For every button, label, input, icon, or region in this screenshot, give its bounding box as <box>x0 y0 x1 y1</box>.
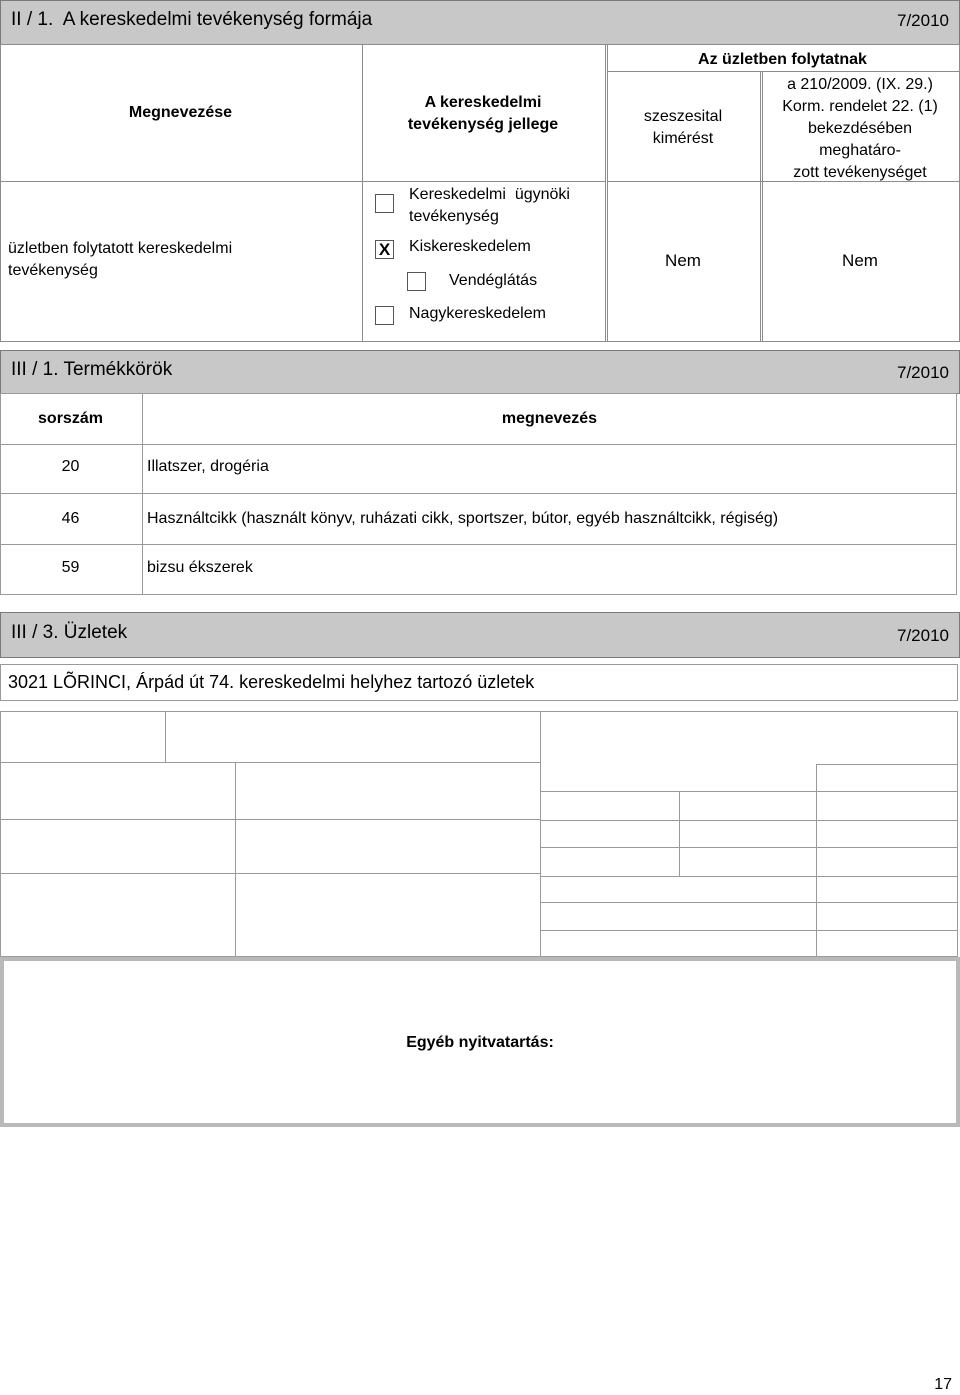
product-row-no: 20 <box>61 458 80 475</box>
divider <box>608 71 959 72</box>
col-type-header-line: A kereskedelmi <box>424 94 542 111</box>
divider <box>1 762 540 763</box>
divider <box>165 712 167 762</box>
section-products-header <box>0 350 960 394</box>
alcohol-header-line: kimérést <box>652 130 714 147</box>
decree-header-line: bekezdésében <box>807 120 913 137</box>
product-row-name: Használtcikk (használt könyv, ruházati cikk, sportszer, bútor, egyéb használtcikk, régiség) <box>147 510 779 527</box>
other-hours-label: Egyéb nyitvatartás: <box>406 1034 554 1051</box>
option-agent-label <box>409 184 570 228</box>
section-shops-header <box>0 612 960 658</box>
divider <box>1 873 540 874</box>
divider <box>605 45 608 341</box>
row-name <box>8 238 358 282</box>
alcohol-header-line: szeszesital <box>643 108 723 125</box>
option-catering-label: Vendéglátás <box>449 272 538 289</box>
decree-header-line: a 210/2009. (IX. 29.) <box>787 76 933 93</box>
checkbox-retail[interactable]: X <box>375 240 394 259</box>
divider <box>816 764 817 956</box>
alcohol-header <box>607 106 759 150</box>
section-products-title: III / 1. Termékkörök <box>11 359 173 380</box>
divider <box>1 493 956 494</box>
product-row-name: bizsu ékszerek <box>147 559 253 576</box>
divider <box>541 791 957 792</box>
section-shops-code: 7/2010 <box>897 626 949 645</box>
divider <box>540 712 541 956</box>
page-number: 17 <box>934 1376 952 1393</box>
col-no-header: sorszám <box>38 410 103 427</box>
divider <box>541 847 957 848</box>
col-type-header <box>362 92 604 136</box>
divider <box>362 45 363 341</box>
product-row-no: 59 <box>61 559 80 576</box>
option-wholesale-label: Nagykereskedelem <box>409 305 546 322</box>
product-row-name: Illatszer, drogéria <box>147 458 269 475</box>
decree-header-line: Korm. rendelet 22. (1) <box>782 98 938 115</box>
col-name-header: megnevezés <box>501 410 598 427</box>
row-name-line: üzletben folytatott kereskedelmi <box>8 240 233 257</box>
other-hours-box <box>0 957 960 1127</box>
col-type-header-line: tevékenység jellege <box>407 116 559 133</box>
product-row-no: 46 <box>61 510 80 527</box>
section-form-code: 7/2010 <box>897 11 949 30</box>
divider <box>816 764 957 765</box>
checkbox-agent[interactable] <box>375 194 394 213</box>
option-label-line: Kereskedelmi ügynöki <box>409 186 570 203</box>
in-store-header: Az üzletben folytatnak <box>698 51 867 68</box>
section-form-title: II / 1. A kereskedelmi tevékenység formája <box>11 9 373 30</box>
divider <box>541 902 957 903</box>
decree-header-line: zott tevékenységet <box>793 164 927 181</box>
divider <box>541 876 957 877</box>
checkbox-wholesale[interactable] <box>375 306 394 325</box>
col-name-header: Megnevezése <box>128 104 233 121</box>
option-label-line: tevékenység <box>409 208 499 225</box>
divider <box>541 820 957 821</box>
checkbox-catering[interactable] <box>407 272 426 291</box>
section-form-header <box>0 0 960 45</box>
section-shops-title: III / 3. Üzletek <box>11 622 128 643</box>
divider <box>1 819 540 820</box>
alcohol-value: Nem <box>665 251 701 270</box>
divider <box>1 181 605 182</box>
address-line: 3021 LÕRINCI, Árpád út 74. kereskedelmi helyhez tartozó üzletek <box>8 672 535 692</box>
divider <box>541 930 957 931</box>
decree-header <box>762 74 958 184</box>
divider <box>235 762 236 956</box>
shop-grid <box>0 711 958 957</box>
decree-header-line: meghatáro- <box>819 142 901 159</box>
divider <box>679 791 680 876</box>
option-retail-label: Kiskereskedelem <box>409 238 531 255</box>
divider <box>1 544 956 545</box>
row-name-line: tevékenység <box>8 262 98 279</box>
section-products-code: 7/2010 <box>897 363 949 382</box>
address-box <box>0 664 958 701</box>
decree-value: Nem <box>842 251 878 270</box>
divider <box>1 444 956 445</box>
